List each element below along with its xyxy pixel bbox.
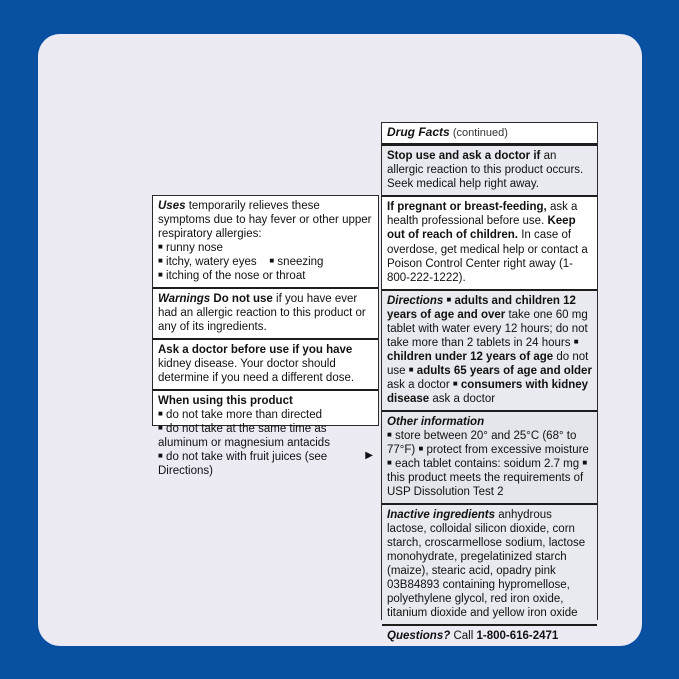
questions-phone-number: 1-800-616-2471 [476, 629, 559, 642]
when-using-bullet-label: do not take at the same time as aluminum or magnesium antacids [158, 423, 330, 450]
inactive-ingredients-text [387, 508, 592, 620]
stop-use-text [387, 149, 592, 191]
uses-bullet-label: sneezing [277, 256, 324, 269]
pregnant-body: ask a health professional before use. [387, 201, 578, 228]
square-bullet-icon: ■ [158, 423, 163, 433]
square-bullet-icon: ■ [408, 364, 414, 374]
uses-body: temporarily relieves these symptoms due to hay fever or other upper respiratory allergies: [158, 200, 372, 241]
stop-use-body: an allergic reaction to this product occurs. Seek medical help right away. [387, 150, 584, 191]
uses-bullet-2 [158, 255, 373, 269]
square-bullet-icon: ■ [452, 378, 458, 388]
keep-out-bold-lead: Keep out of reach of children. [387, 215, 576, 242]
other-information-text [387, 429, 592, 499]
other-info-item-4: this product meets the requirements of USP Dissolution Test 2 [387, 471, 584, 498]
directions-item-4-bold: consumers with kidney disease [387, 378, 589, 405]
stop-use-bold-lead: Stop use and ask a doctor if [387, 150, 541, 163]
square-bullet-icon: ■ [158, 270, 163, 280]
ask-doctor-heading: Ask a doctor before use if you have [158, 344, 353, 357]
directions-section [382, 291, 597, 412]
pregnant-section [382, 197, 597, 290]
square-bullet-icon: ■ [446, 294, 452, 304]
square-bullet-icon: ■ [418, 443, 424, 453]
warnings-section [153, 289, 378, 340]
directions-text [387, 294, 592, 406]
ask-doctor-section [153, 340, 378, 391]
when-using-heading: When using this product [158, 395, 293, 408]
inactive-ingredients-body: anhydrous lactose, colloidal silicon dioxide, corn starch, croscarmellose sodium, lactose monohydrate, pregelatinized starch (maize), stearic acid, opadry pink 03B84893 containing hypromellose, polyethylene glycol, red iron oxide, titanium dioxide and yellow iron oxide [387, 508, 586, 619]
inactive-ingredients-heading: Inactive ingredients [387, 508, 496, 521]
warnings-body: if you have ever had an allergic reaction to this product or any of its ingredients. [158, 293, 366, 334]
directions-item-1-bold: adults and children 12 years of age and over [387, 294, 576, 321]
drug-facts-continued-label: (continued) [452, 127, 508, 139]
ask-doctor-body: kidney disease. Your doctor should determine if you need a different dose. [158, 358, 355, 385]
when-using-bullet-2 [158, 422, 373, 450]
questions-call-label: Call [453, 629, 474, 642]
directions-item-3-bold: adults 65 years of age and older [416, 364, 592, 377]
uses-section [153, 196, 378, 289]
stop-use-section [382, 146, 597, 197]
questions-text [387, 629, 592, 643]
square-bullet-icon: ■ [387, 457, 392, 467]
warnings-text [158, 292, 373, 334]
drug-facts-panel-left [152, 195, 379, 478]
when-using-bullet-3 [158, 450, 373, 478]
directions-item-3-text: ask a doctor [387, 378, 450, 391]
when-using-bullet-1 [158, 408, 373, 422]
directions-item-2-text: do not use [387, 350, 589, 377]
when-using-bullet-label: do not take more than directed [166, 409, 323, 422]
square-bullet-icon: ■ [158, 409, 163, 419]
warnings-bold-lead: Do not use [213, 293, 273, 306]
square-bullet-icon: ■ [269, 256, 275, 266]
pregnant-bold-lead: If pregnant or breast-feeding, [387, 201, 547, 214]
keep-out-body: In case of overdose, get medical help or contact a Poison Control Center right away (1-800-222-1222). [387, 229, 588, 284]
directions-item-4-text: ask a doctor [432, 392, 496, 405]
inactive-ingredients-section [382, 505, 597, 626]
other-info-item-3: each tablet contains: soidum 2.7 mg [395, 457, 580, 470]
other-information-section [382, 412, 597, 505]
directions-heading: Directions [387, 294, 444, 307]
square-bullet-icon: ■ [387, 429, 392, 439]
drug-facts-title: Drug Facts [387, 125, 450, 139]
square-bullet-icon: ■ [582, 457, 588, 467]
uses-heading: Uses [158, 200, 186, 212]
square-bullet-icon: ■ [573, 336, 579, 346]
continuation-arrow-icon: ▶ [365, 450, 373, 462]
drug-facts-title-bar [382, 123, 597, 146]
when-using-section [153, 391, 378, 482]
directions-item-2-bold: children under 12 years of age [387, 350, 554, 363]
other-info-item-1: store between 20° and 25°C (68° to 77°F) [387, 429, 577, 456]
questions-section [382, 626, 597, 647]
uses-text [158, 199, 373, 241]
other-info-item-2: protect from excessive moisture [426, 443, 589, 456]
directions-item-1-text: take one 60 mg tablet with water every 12 hours; do not take more than 2 tablets in 24 hours [387, 308, 588, 349]
uses-bullet-1 [158, 241, 373, 255]
square-bullet-icon: ■ [158, 451, 163, 461]
pregnant-text [387, 200, 592, 284]
square-bullet-icon: ■ [158, 242, 163, 252]
questions-heading: Questions? [387, 629, 451, 642]
other-information-heading: Other information [387, 415, 485, 428]
square-bullet-icon: ■ [158, 256, 163, 266]
drug-facts-panel-right [381, 122, 598, 642]
uses-bullet-label: itching of the nose or throat [166, 270, 306, 283]
when-using-bullet-label: do not take with fruit juices (see Directions) [158, 451, 328, 478]
uses-bullet-4 [158, 269, 373, 283]
uses-bullet-label: itchy, watery eyes [166, 256, 257, 269]
product-label-page [38, 34, 642, 646]
uses-bullet-label: runny nose [166, 242, 223, 255]
warnings-heading: Warnings [158, 293, 211, 306]
